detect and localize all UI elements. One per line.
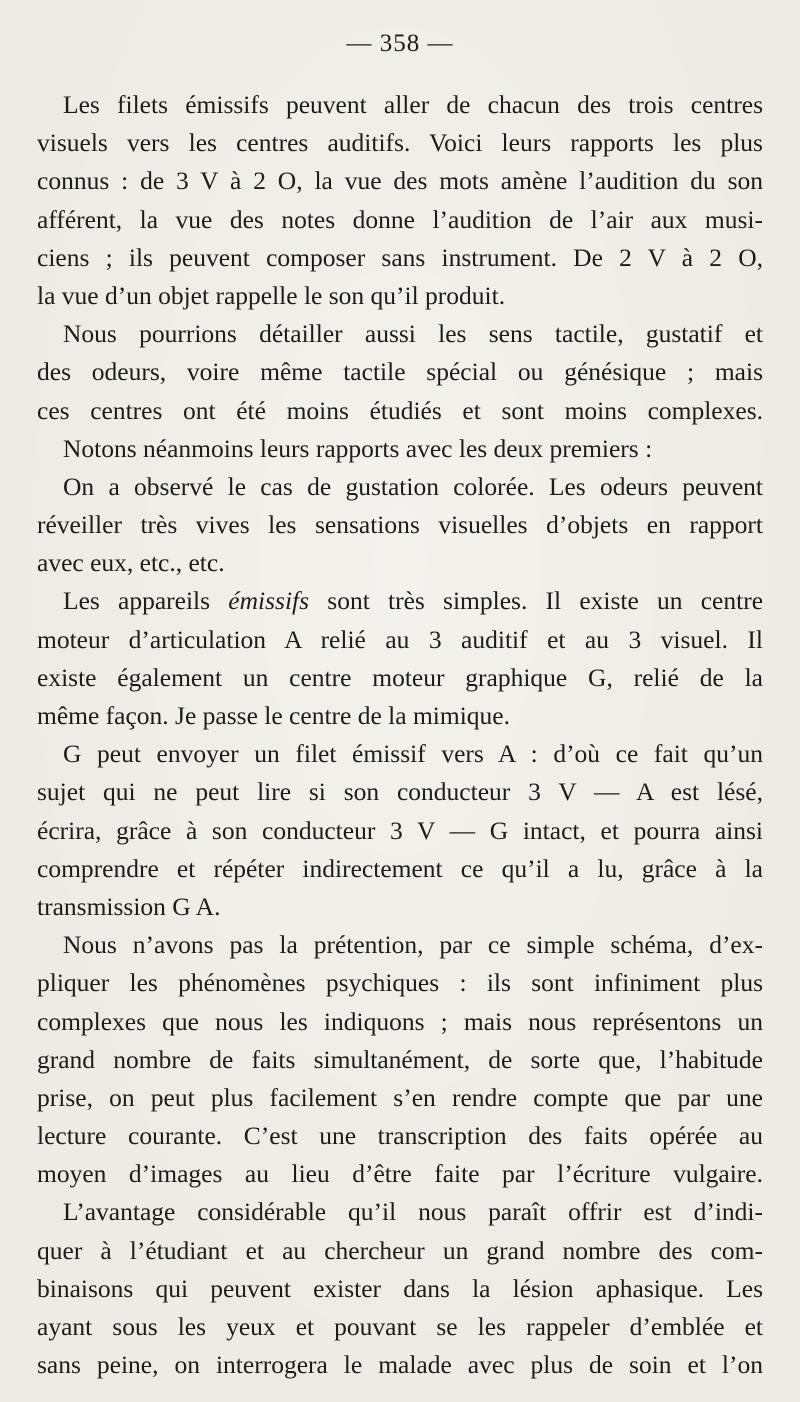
text-line: Nous n’avons pas la prétention, par ce simple schéma, d’ex- [63, 930, 763, 960]
text-line: lecture courante. C’est une transcription des faits opérée au [37, 1121, 763, 1151]
text-line: Nous pourrions détailler aussi les sens tactile, gustatif et [63, 319, 763, 349]
text-line: moyen d’images au lieu d’être faite par l’écriture vulgaire. [37, 1159, 763, 1189]
text-line: moteur d’articulation A relié au 3 auditif et au 3 visuel. Il [37, 624, 763, 654]
text-line: transmission G A. [37, 891, 221, 921]
text-line: existe également un centre moteur graphique G, relié de la [37, 662, 763, 692]
text-line: L’avantage considérable qu’il nous paraît offrir est d’indi- [63, 1197, 763, 1227]
text-line: prise, on peut plus facilement s’en rendre compte que par une [37, 1082, 763, 1112]
text-line: pliquer les phénomènes psychiques : ils sont infiniment plus [37, 968, 763, 998]
text-line: afférent, la vue des notes donne l’audition de l’air aux musi- [37, 204, 763, 234]
text-line [37, 582, 763, 620]
text-line: visuels vers les centres auditifs. Voici leurs rapports les plus [37, 128, 763, 158]
text-line: sans peine, on interrogera le malade avec plus de soin et l’on [37, 1350, 763, 1380]
text-line: sujet qui ne peut lire si son conducteur 3 V — A est lésé, [37, 777, 763, 807]
text-line: ciens ; ils peuvent composer sans instrument. De 2 V à 2 O, [37, 242, 763, 272]
text-line: comprendre et répéter indirectement ce qu’il a lu, grâce à la [37, 853, 763, 883]
page-number: — 358 — [346, 30, 454, 57]
text-line: binaisons qui peuvent exister dans la lésion aphasique. Les [37, 1273, 763, 1303]
text-line: même façon. Je passe le centre de la mimique. [37, 701, 510, 730]
body-text [37, 86, 763, 1384]
text-line: On a observé le cas de gustation colorée. Les odeurs peuvent [63, 471, 763, 501]
text-line: grand nombre de faits simultanément, de sorte que, l’habitude [37, 1044, 763, 1074]
text-segment: sont très simples. Il existe un centre [327, 586, 763, 616]
text-line: G peut envoyer un filet émissif vers A : d’où ce fait qu’un [63, 739, 763, 769]
text-line: Notons néanmoins leurs rapports avec les deux premiers : [63, 433, 653, 463]
text-line: la vue d’un objet rappelle le son qu’il produit. [37, 280, 506, 310]
text-line: avec eux, etc., etc. [37, 548, 225, 578]
text-line: écrira, grâce à son conducteur 3 V — G intact, et pourra ainsi [37, 815, 763, 845]
text-line: ces centres ont été moins étudiés et sont moins complexes. [37, 395, 763, 425]
text-line: complexes que nous les indiquons ; mais nous représentons un [37, 1006, 763, 1036]
text-line: des odeurs, voire même tactile spécial ou génésique ; mais [37, 357, 763, 387]
text-line: Les filets émissifs peuvent aller de chacun des trois centres [63, 90, 763, 119]
text-line: ayant sous les yeux et pouvant se les rappeler d’emblée et [37, 1312, 763, 1341]
text-line: réveiller très vives les sensations visuelles d’objets en rapport [37, 510, 763, 540]
italic-segment: émissifs [228, 586, 310, 616]
text-line: quer à l’étudiant et au chercheur un grand nombre des com- [37, 1235, 763, 1265]
text-line: connus : de 3 V à 2 O, la vue des mots amène l’audition du son [37, 166, 763, 196]
text-segment: Les appareils [63, 586, 211, 616]
